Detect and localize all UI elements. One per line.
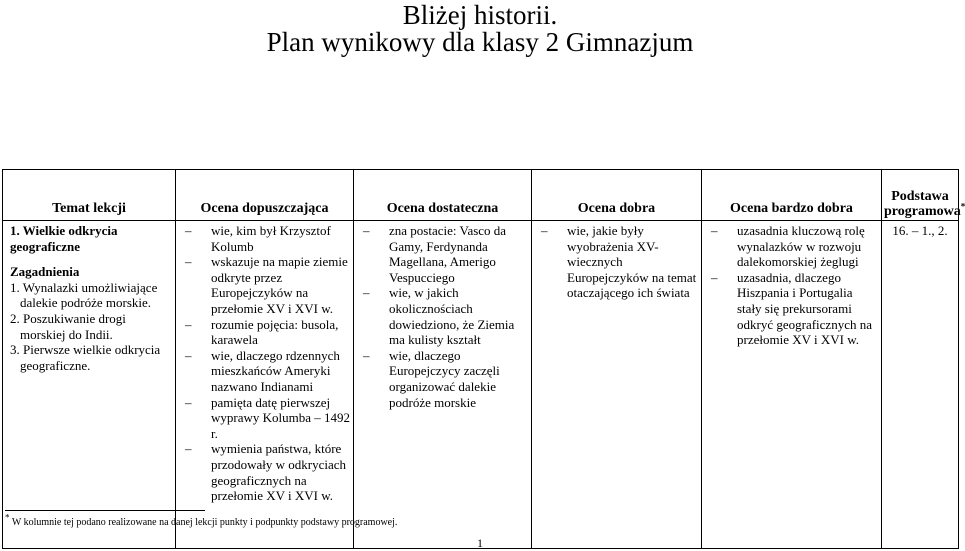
footnote-divider [5, 510, 205, 511]
list-item: – wie, dlaczego Europejczycy zaczęli organizować dalekie podróże morskie [357, 348, 528, 410]
dostateczna-cell [354, 221, 532, 549]
list-item: 2. Poszukiwanie drogi morskiej do Indii. [10, 310, 126, 342]
dobra-list [535, 223, 698, 301]
footnote-mark: * [5, 512, 10, 523]
lesson-plan-table [2, 169, 965, 549]
list-item: – wie, w jakich okolicznościach dowiedziono, że Ziemia ma kulisty kształt [357, 285, 528, 347]
bardzo-dobra-list [705, 223, 878, 348]
list-item: – rozumie pojęcia: busola, karawela [179, 317, 350, 348]
list-item: 1. Wynalazki umożliwiające dalekie podróże morskie. [10, 279, 158, 311]
list-item: – wskazuje na mapie ziemie odkryte przez Europejczyków na przełomie XV i XVI w. [179, 254, 350, 316]
table-row [3, 221, 959, 549]
header-row [3, 170, 959, 221]
header-dostateczna: Ocena dostateczna [354, 170, 532, 221]
list-item: – zna postacie: Vasco da Gamy, Ferdynanda Magellana, Amerigo Vespucciego [357, 223, 528, 285]
list-item: – pamięta datę pierwszej wyprawy Kolumba – 1492 r. [179, 395, 350, 442]
header-topic: Temat lekcji [3, 170, 176, 221]
list-item: – uzasadnia kluczową rolę wynalazków w rozwoju dalekomorskiej żeglugi [705, 223, 878, 270]
header-dopuszczajaca: Ocena dopuszczająca [176, 170, 354, 221]
dostateczna-list [357, 223, 528, 410]
list-item: – wymienia państwa, które przodowały w odkryciach geograficznych na przełomie XV i XVI w. [179, 441, 350, 503]
list-item: – wie, dlaczego rdzennych mieszkańców Ameryki nazwano Indianami [179, 348, 350, 395]
issues-label: Zagadnienia [10, 264, 80, 280]
header-podstawa [882, 170, 965, 221]
document-title: Bliżej historii. [402, 0, 558, 30]
list-item: – uzasadnia, dlaczego Hiszpania i Portugalia stały się prekursorami odkryć geograficznych na przełomie XV i XVI w. [705, 270, 878, 348]
header-podstawa-label: Podstawa programowa [884, 189, 961, 219]
topic-cell [3, 221, 176, 549]
dopuszczajaca-list [179, 223, 350, 504]
list-item: 3. Pierwsze wielkie odkrycia geograficzne. [10, 342, 161, 373]
dopuszczajaca-cell [176, 221, 354, 549]
topic-title: 1. Wielkie odkrycia geograficzne [10, 223, 118, 254]
list-item: – wie, jakie były wyobrażenia XV-wiecznych Europejczyków na temat otaczającego ich świata [535, 223, 698, 301]
document-subtitle: Plan wynikowy dla klasy 2 Gimnazjum [266, 27, 694, 57]
header-bardzo-dobra: Ocena bardzo dobra [702, 170, 882, 221]
header-footnote-mark: * [960, 201, 965, 212]
list-item: – wie, kim był Krzysztof Kolumb [179, 223, 350, 254]
podstawa-cell [882, 221, 959, 549]
header-dobra: Ocena dobra [532, 170, 702, 221]
issues-list [10, 280, 172, 374]
dobra-cell [532, 221, 702, 549]
page-number: 1 [477, 536, 483, 550]
footnote [5, 512, 485, 528]
footnote-text: W kolumnie tej podano realizowane na danej lekcji punkty i podpunkty podstawy programowej. [11, 517, 398, 528]
bardzo-dobra-cell [702, 221, 882, 549]
podstawa-value: 16. – 1., 2. [892, 223, 948, 238]
